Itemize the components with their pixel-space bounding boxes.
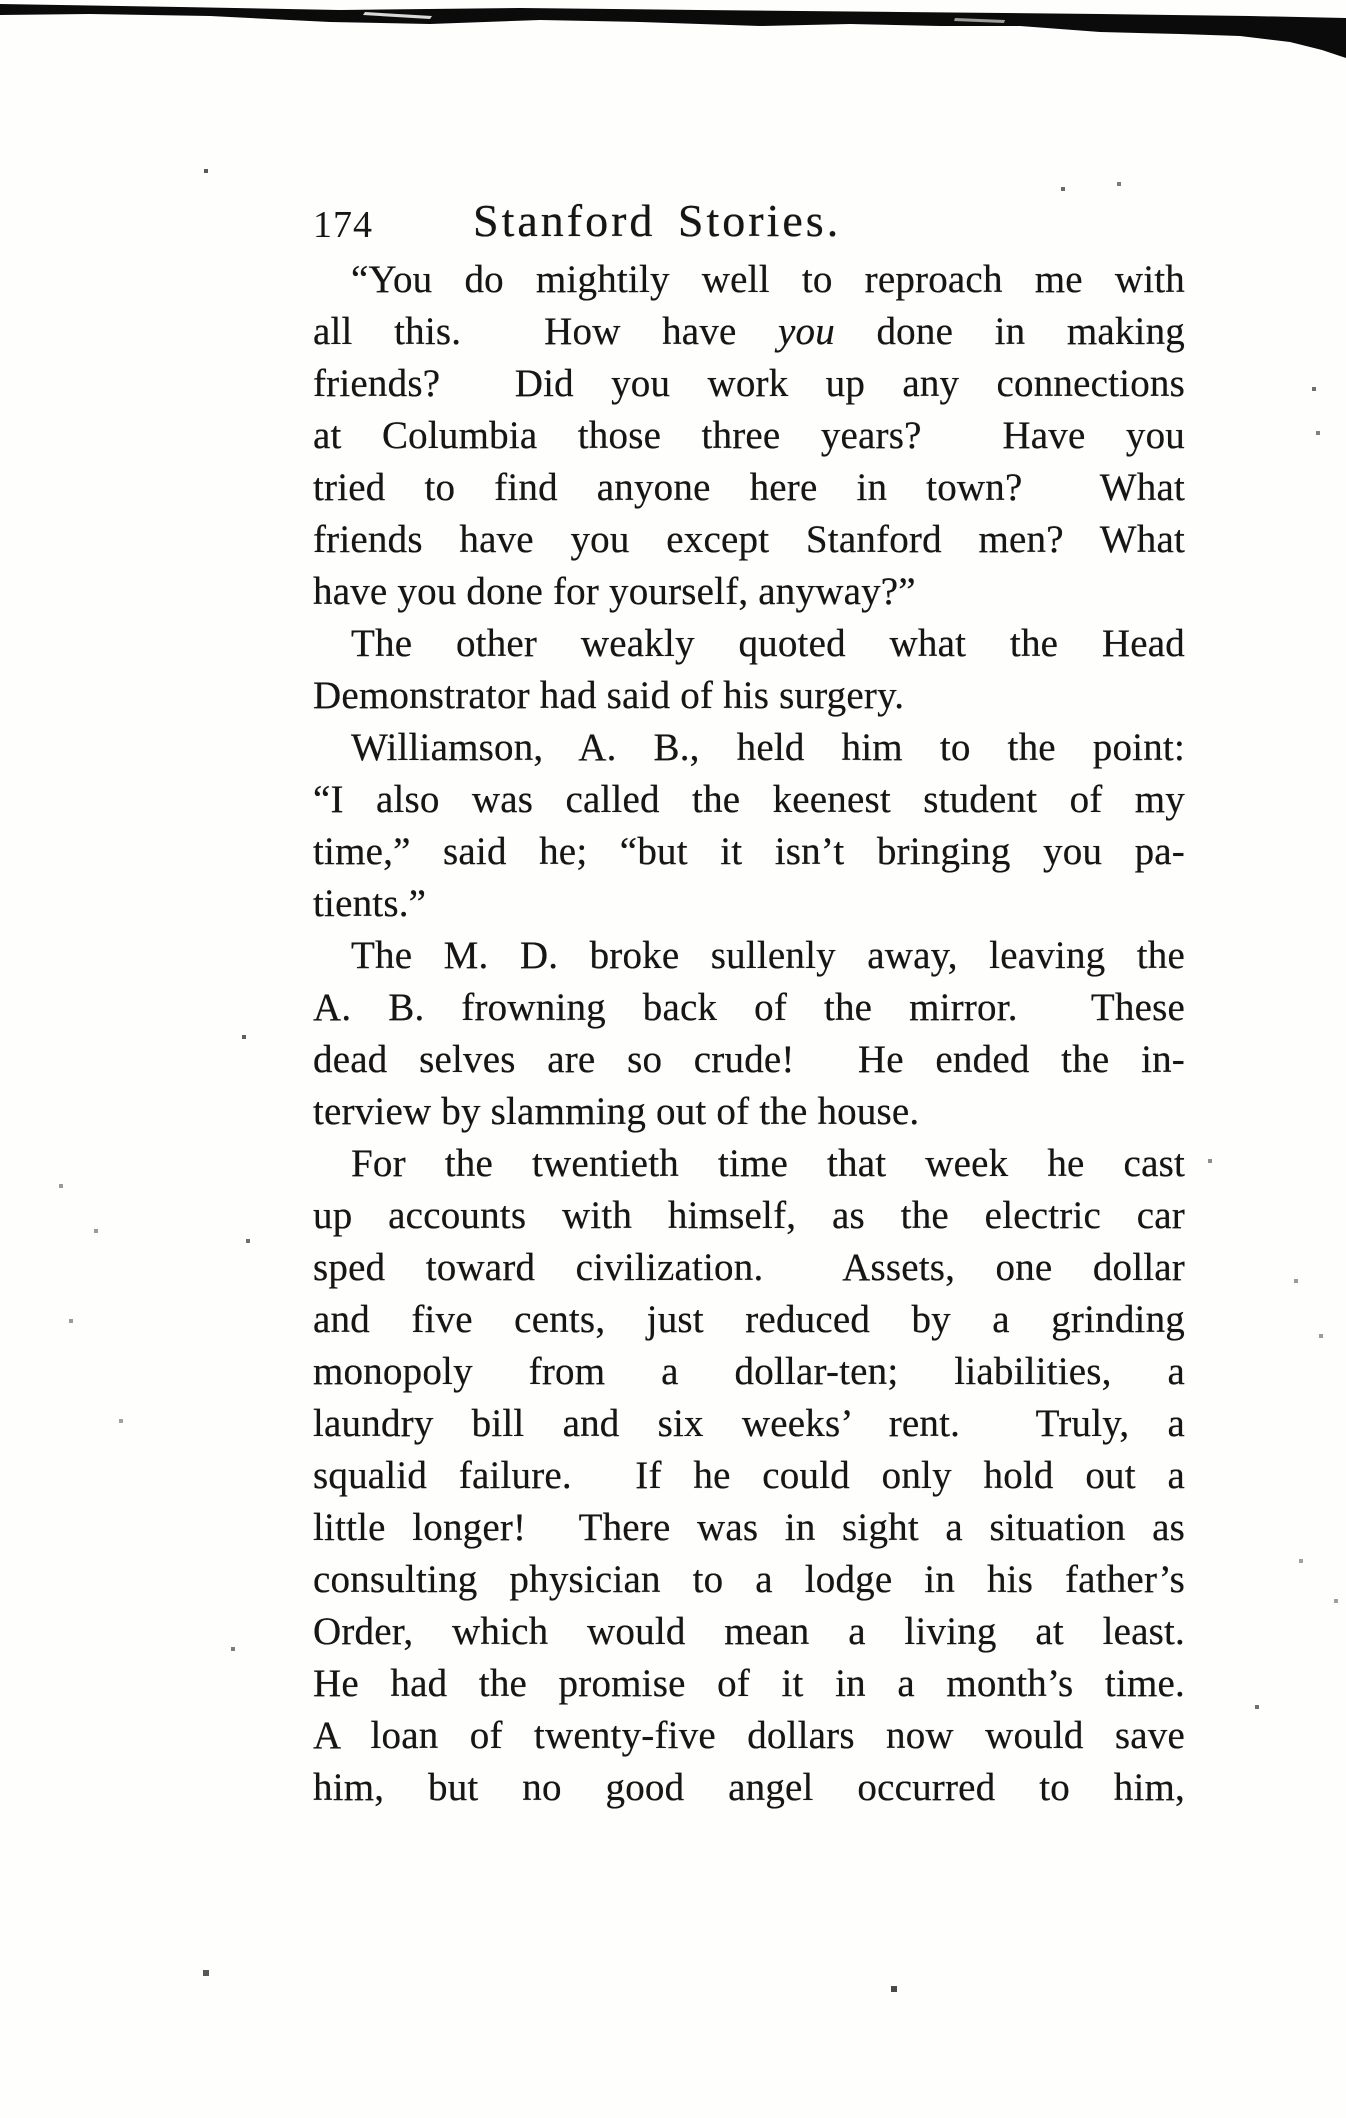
text-run: “I also was called the keenest student of my bbox=[313, 778, 1185, 821]
text-run: A. B. frowning back of the mirror. These bbox=[313, 986, 1185, 1029]
text-line bbox=[313, 1242, 1185, 1294]
text-line bbox=[313, 1606, 1185, 1658]
text-run: and five cents, just reduced by a grinding bbox=[313, 1298, 1185, 1341]
text-line bbox=[313, 1190, 1185, 1242]
scan-edge-artifact bbox=[0, 0, 1346, 64]
text-run: friends? Did you work up any connections bbox=[313, 362, 1185, 405]
text-line bbox=[313, 774, 1185, 826]
text-run: time,” said he; “but it isn’t bringing you pa- bbox=[313, 830, 1185, 873]
text-run: Order, which would mean a living at least. bbox=[313, 1610, 1185, 1653]
text-line bbox=[313, 1502, 1185, 1554]
text-line bbox=[313, 1554, 1185, 1606]
text-run: friends have you except Stanford men? What bbox=[313, 518, 1185, 561]
text-run: dead selves are so crude! He ended the in- bbox=[313, 1038, 1185, 1081]
text-run: Demonstrator had said of his surgery. bbox=[313, 674, 905, 717]
text-line bbox=[313, 1138, 1185, 1190]
text-line bbox=[313, 254, 1185, 306]
text-run: done in making bbox=[834, 310, 1185, 353]
text-run: “You do mightily well to reproach me with bbox=[351, 258, 1185, 301]
text-line bbox=[313, 1034, 1185, 1086]
text-run: consulting physician to a lodge in his father’s bbox=[313, 1558, 1185, 1601]
text-line bbox=[313, 514, 1185, 566]
text-run: For the twentieth time that week he cast bbox=[351, 1142, 1185, 1185]
text-line bbox=[313, 618, 1185, 670]
text-run: have you done for yourself, anyway?” bbox=[313, 570, 916, 613]
text-line bbox=[313, 1398, 1185, 1450]
text-run: squalid failure. If he could only hold out a bbox=[313, 1454, 1185, 1497]
text-run: tients.” bbox=[313, 882, 427, 925]
text-run: The M. D. broke sullenly away, leaving the bbox=[351, 934, 1185, 977]
text-line bbox=[313, 826, 1185, 878]
text-run: A loan of twenty-five dollars now would save bbox=[313, 1714, 1185, 1757]
text-run: all this. How have bbox=[313, 310, 779, 353]
text-line bbox=[313, 410, 1185, 462]
page-header bbox=[313, 194, 1185, 254]
text-run: up accounts with himself, as the electric car bbox=[313, 1194, 1185, 1237]
text-line bbox=[313, 358, 1185, 410]
text-line bbox=[313, 722, 1185, 774]
text-line bbox=[313, 462, 1185, 514]
text-line bbox=[313, 670, 1185, 722]
italic-text-run: you bbox=[778, 310, 835, 353]
text-run: sped toward civilization. Assets, one dollar bbox=[313, 1246, 1185, 1289]
page-body bbox=[313, 254, 1185, 1814]
text-line bbox=[313, 1658, 1185, 1710]
text-run: little longer! There was in sight a situation as bbox=[313, 1506, 1185, 1549]
text-run: monopoly from a dollar-ten; liabilities, a bbox=[313, 1350, 1185, 1393]
text-run: tried to find anyone here in town? What bbox=[313, 466, 1185, 509]
text-run: Williamson, A. B., held him to the point: bbox=[351, 726, 1185, 769]
running-title: Stanford Stories. bbox=[473, 195, 842, 246]
text-run: He had the promise of it in a month’s time. bbox=[313, 1662, 1185, 1705]
text-line bbox=[313, 1294, 1185, 1346]
text-line bbox=[313, 1086, 1185, 1138]
text-run: at Columbia those three years? Have you bbox=[313, 414, 1185, 457]
text-line bbox=[313, 982, 1185, 1034]
text-line bbox=[313, 930, 1185, 982]
text-run: him, but no good angel occurred to him, bbox=[313, 1766, 1185, 1809]
text-line bbox=[313, 1450, 1185, 1502]
text-line bbox=[313, 1710, 1185, 1762]
page-number: 174 bbox=[313, 204, 373, 246]
text-run: The other weakly quoted what the Head bbox=[351, 622, 1185, 665]
text-line bbox=[313, 306, 1185, 358]
text-line bbox=[313, 1346, 1185, 1398]
text-line bbox=[313, 1762, 1185, 1814]
text-line bbox=[313, 878, 1185, 930]
text-run: laundry bill and six weeks’ rent. Truly, a bbox=[313, 1402, 1185, 1445]
text-line bbox=[313, 566, 1185, 618]
text-run: terview by slamming out of the house. bbox=[313, 1090, 920, 1133]
